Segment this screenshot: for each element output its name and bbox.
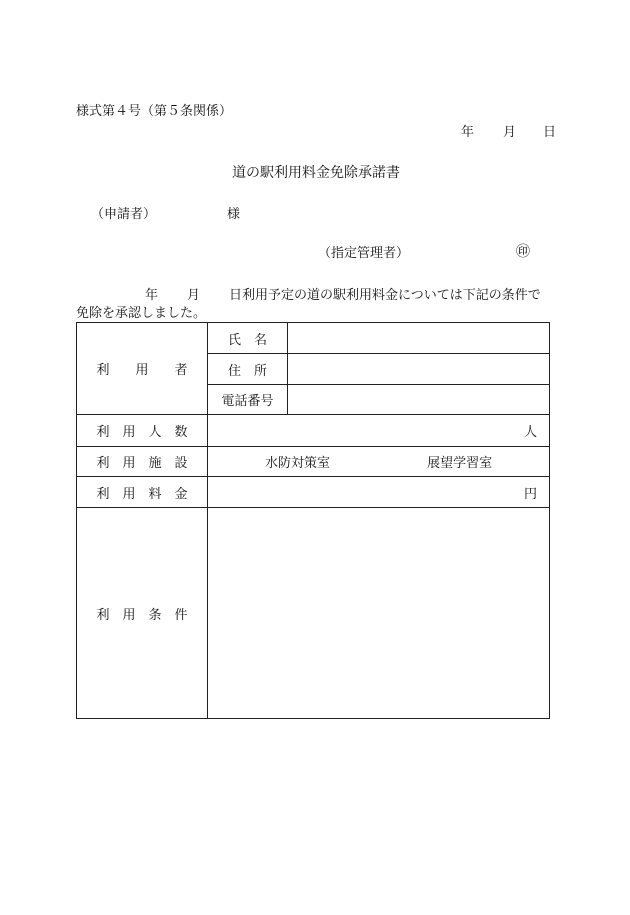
form-number: 様式第４号（第５条関係） (76, 104, 233, 119)
facility-label: 利 用 施 設 (77, 447, 208, 477)
address-label: 住 所 (208, 354, 288, 385)
table-row-conditions (77, 508, 550, 719)
table-row-name (77, 323, 550, 354)
applicant-label: （申請者） (91, 207, 157, 222)
table-row-facility (77, 447, 550, 477)
header-date-month: 月 (503, 125, 517, 140)
facility-option-observatory[interactable]: 展望学習室 (427, 456, 493, 471)
conditions-field[interactable] (208, 508, 550, 719)
table-row-count (77, 415, 550, 447)
name-field[interactable] (288, 323, 550, 354)
name-label: 氏 名 (208, 323, 288, 354)
phone-label: 電話番号 (208, 385, 288, 415)
header-date-day: 日 (543, 125, 557, 140)
conditions-label: 利 用 条 件 (77, 508, 208, 719)
body-line1: 日利用予定の道の駅利用料金については下記の条件で (229, 288, 541, 303)
fee-unit: 円 (523, 486, 537, 502)
facility-option-flood[interactable]: 水防対策室 (265, 456, 331, 471)
count-label: 利 用 人 数 (77, 415, 208, 447)
manager-label: （指定管理者） (318, 246, 410, 261)
table-row-fee (77, 477, 550, 508)
fee-label: 利 用 料 金 (77, 477, 208, 508)
applicant-honorific: 様 (227, 207, 241, 222)
phone-field[interactable] (288, 385, 550, 415)
body-line2: 免除を承認しました。 (76, 306, 207, 321)
count-field[interactable] (208, 415, 550, 447)
document-title: 道の駅利用料金免除承諾書 (232, 165, 400, 181)
seal-mark: ㊞ (516, 244, 530, 260)
facility-field (208, 447, 550, 477)
fee-field[interactable] (208, 477, 550, 508)
address-field[interactable] (288, 354, 550, 385)
body-year: 年 (145, 288, 159, 303)
header-date-year: 年 (461, 125, 475, 140)
count-unit: 人 (523, 425, 537, 440)
user-label: 利 用 者 (77, 323, 208, 415)
approval-table (76, 322, 550, 719)
body-month: 月 (187, 288, 201, 303)
